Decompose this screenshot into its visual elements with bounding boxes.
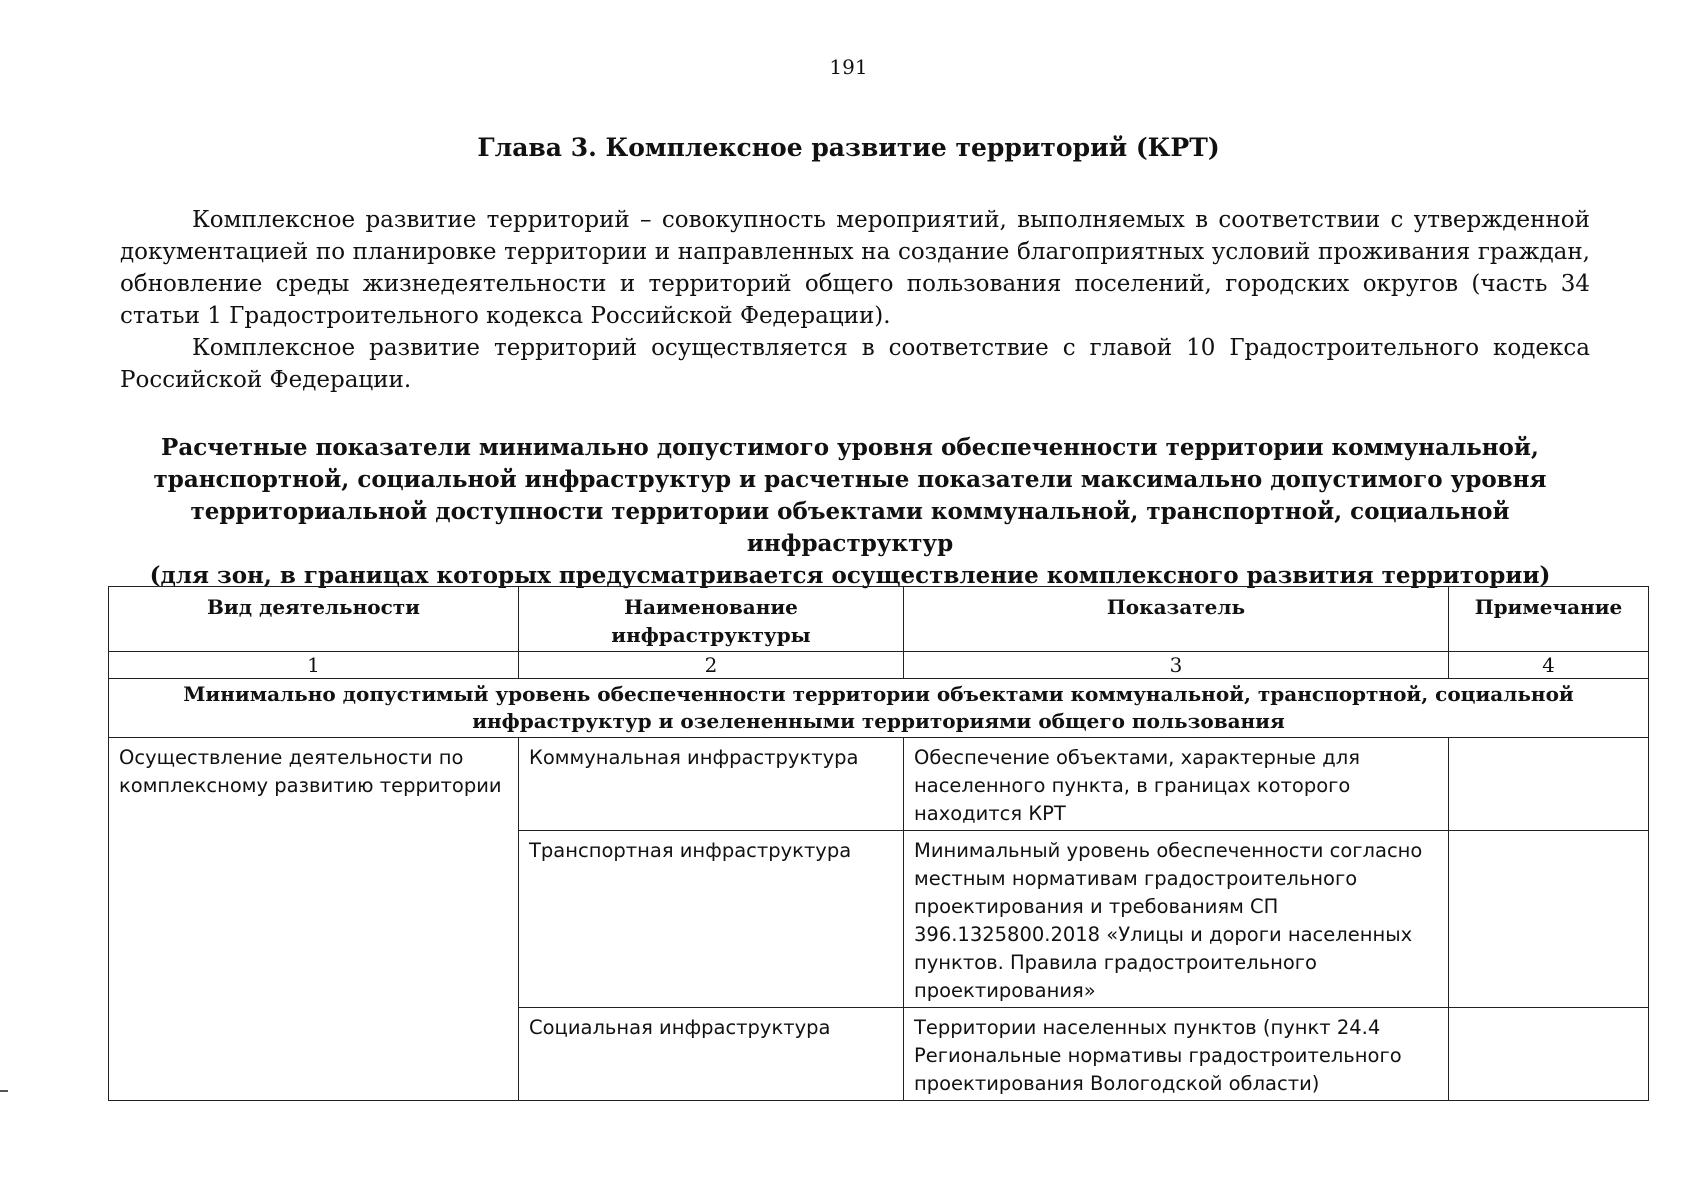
indicator-cell: Территории населенных пунктов (пункт 24.4 Региональные нормативы градостроительного проектирования Вологодской области) (904, 1008, 1449, 1101)
note-cell (1449, 1008, 1649, 1101)
indicator-cell: Обеспечение объектами, характерные для населенного пункта, в границах которого находится КРТ (904, 738, 1449, 831)
column-number-row (109, 652, 1649, 679)
column-number: 2 (519, 652, 904, 679)
indicator-cell: Минимальный уровень обеспеченности согласно местным нормативам градостроительного проектирования и требованиям СП 396.1325800.2018 «Улицы и дороги населенных пунктов. Правила градостроительного проектирования» (904, 831, 1449, 1008)
infrastructure-cell: Социальная инфраструктура (519, 1008, 904, 1101)
scan-edge-mark (0, 1090, 8, 1092)
section-title-line: транспортной, социальной инфраструктур и расчетные показатели максимально допустимого уровня (153, 466, 1547, 493)
column-number: 1 (109, 652, 519, 679)
column-header-note: Примечание (1449, 587, 1649, 652)
table-row (109, 738, 1649, 831)
intro-text (120, 204, 1590, 396)
column-number: 4 (1449, 652, 1649, 679)
column-number: 3 (904, 652, 1449, 679)
intro-paragraph: Комплексное развитие территорий – совокупность мероприятий, выполняемых в соответствии с утвержденной документацией по планировке территории и направленных на создание благоприятных условий проживания граждан, обновление среды жизнедеятельности и территорий общего пользования поселений, городских округов (часть 34 статьи 1 Градостроительного кодекса Российской Федерации). (120, 207, 1590, 329)
section-title-line: территориальной доступности территории объектами коммунальной, транспортной, социальной инфраструктур (190, 498, 1510, 557)
section-title-line: Расчетные показатели минимально допустимого уровня обеспеченности территории коммунальной, (161, 434, 1539, 461)
note-cell (1449, 738, 1649, 831)
table-header-row (109, 587, 1649, 652)
activity-cell: Осуществление деятельности по комплексному развитию территории (109, 738, 519, 1101)
section-title-line: (для зон, в границах которых предусматривается осуществление комплексного развития территории) (149, 562, 1551, 589)
indicators-table (108, 586, 1649, 1101)
page-number: 191 (829, 55, 868, 79)
column-header-indicator: Показатель (904, 587, 1449, 652)
chapter-title: Глава 3. Комплексное развитие территорий (КРТ) (477, 133, 1220, 162)
infrastructure-cell: Транспортная инфраструктура (519, 831, 904, 1008)
intro-paragraph: Комплексное развитие территорий осуществляется в соответствие с главой 10 Градостроительного кодекса Российской Федерации. (120, 335, 1590, 393)
column-header-activity: Вид деятельности (109, 587, 519, 652)
group-heading: Минимально допустимый уровень обеспеченности территории объектами коммунальной, транспортной, социальной инфраструктур и озелененными территориями общего пользования (109, 679, 1649, 738)
column-header-infrastructure: Наименование инфраструктуры (519, 587, 904, 652)
section-title (110, 432, 1590, 592)
group-heading-row (109, 679, 1649, 738)
note-cell (1449, 831, 1649, 1008)
infrastructure-cell: Коммунальная инфраструктура (519, 738, 904, 831)
